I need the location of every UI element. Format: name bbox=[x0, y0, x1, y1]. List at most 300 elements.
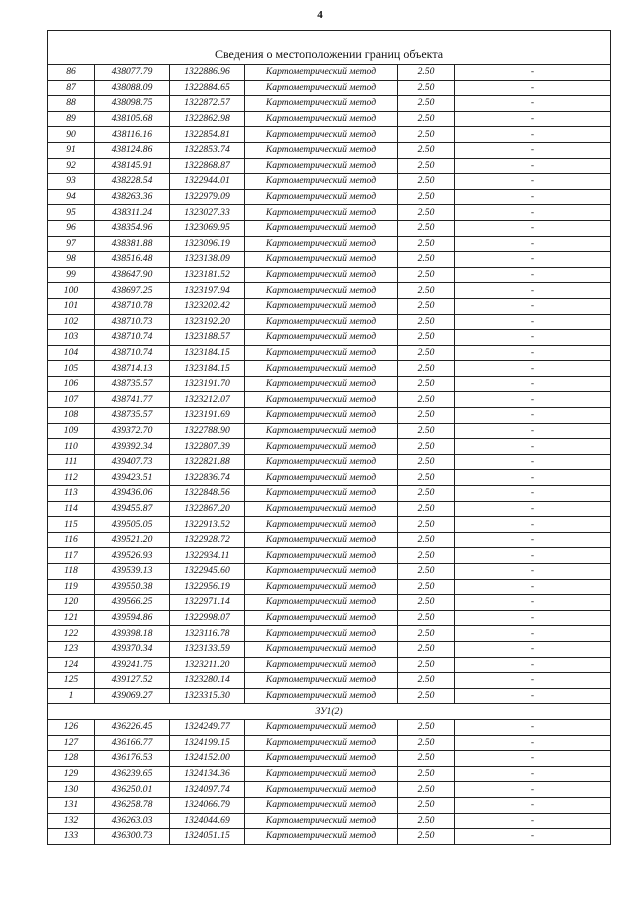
table-body bbox=[48, 31, 611, 845]
description-cell: - bbox=[455, 330, 611, 346]
description-cell: - bbox=[455, 174, 611, 190]
accuracy-cell: 2.50 bbox=[398, 782, 455, 798]
y-coordinate-cell: 1323188.57 bbox=[170, 330, 245, 346]
description-cell: - bbox=[455, 423, 611, 439]
table-row bbox=[48, 267, 611, 283]
accuracy-cell: 2.50 bbox=[398, 829, 455, 845]
y-coordinate-cell: 1323133.59 bbox=[170, 641, 245, 657]
table-row bbox=[48, 688, 611, 704]
accuracy-cell: 2.50 bbox=[398, 610, 455, 626]
method-cell: Картометрический метод bbox=[245, 766, 398, 782]
accuracy-cell: 2.50 bbox=[398, 283, 455, 299]
x-coordinate-cell: 436166.77 bbox=[95, 735, 170, 751]
table-row bbox=[48, 96, 611, 112]
x-coordinate-cell: 438710.73 bbox=[95, 314, 170, 330]
method-cell: Картометрический метод bbox=[245, 314, 398, 330]
point-number-cell: 89 bbox=[48, 111, 95, 127]
description-cell: - bbox=[455, 65, 611, 81]
y-coordinate-cell: 1322836.74 bbox=[170, 470, 245, 486]
point-number-cell: 110 bbox=[48, 439, 95, 455]
x-coordinate-cell: 438088.09 bbox=[95, 80, 170, 96]
description-cell: - bbox=[455, 501, 611, 517]
method-cell: Картометрический метод bbox=[245, 829, 398, 845]
point-number-cell: 94 bbox=[48, 189, 95, 205]
accuracy-cell: 2.50 bbox=[398, 267, 455, 283]
description-cell: - bbox=[455, 127, 611, 143]
description-cell: - bbox=[455, 641, 611, 657]
boundary-coordinates-table bbox=[47, 30, 611, 845]
y-coordinate-cell: 1322913.52 bbox=[170, 517, 245, 533]
table-row bbox=[48, 454, 611, 470]
point-number-cell: 128 bbox=[48, 751, 95, 767]
table-row bbox=[48, 189, 611, 205]
table-row bbox=[48, 80, 611, 96]
method-cell: Картометрический метод bbox=[245, 517, 398, 533]
point-number-cell: 108 bbox=[48, 408, 95, 424]
y-coordinate-cell: 1323184.15 bbox=[170, 361, 245, 377]
table-row bbox=[48, 517, 611, 533]
x-coordinate-cell: 436239.65 bbox=[95, 766, 170, 782]
accuracy-cell: 2.50 bbox=[398, 392, 455, 408]
x-coordinate-cell: 438381.88 bbox=[95, 236, 170, 252]
accuracy-cell: 2.50 bbox=[398, 766, 455, 782]
accuracy-cell: 2.50 bbox=[398, 80, 455, 96]
description-cell: - bbox=[455, 361, 611, 377]
method-cell: Картометрический метод bbox=[245, 127, 398, 143]
method-cell: Картометрический метод bbox=[245, 657, 398, 673]
section-label: ЗУ1(2) bbox=[48, 704, 611, 720]
point-number-cell: 104 bbox=[48, 345, 95, 361]
method-cell: Картометрический метод bbox=[245, 345, 398, 361]
x-coordinate-cell: 439392.34 bbox=[95, 439, 170, 455]
method-cell: Картометрический метод bbox=[245, 688, 398, 704]
description-cell: - bbox=[455, 189, 611, 205]
method-cell: Картометрический метод bbox=[245, 595, 398, 611]
table-title: Сведения о местоположении границ объекта bbox=[48, 31, 611, 65]
description-cell: - bbox=[455, 532, 611, 548]
method-cell: Картометрический метод bbox=[245, 174, 398, 190]
y-coordinate-cell: 1322854.81 bbox=[170, 127, 245, 143]
description-cell: - bbox=[455, 751, 611, 767]
x-coordinate-cell: 436250.01 bbox=[95, 782, 170, 798]
point-number-cell: 115 bbox=[48, 517, 95, 533]
table-row bbox=[48, 564, 611, 580]
x-coordinate-cell: 436176.53 bbox=[95, 751, 170, 767]
accuracy-cell: 2.50 bbox=[398, 220, 455, 236]
accuracy-cell: 2.50 bbox=[398, 454, 455, 470]
method-cell: Картометрический метод bbox=[245, 205, 398, 221]
method-cell: Картометрический метод bbox=[245, 330, 398, 346]
y-coordinate-cell: 1323096.19 bbox=[170, 236, 245, 252]
description-cell: - bbox=[455, 236, 611, 252]
y-coordinate-cell: 1322886.96 bbox=[170, 65, 245, 81]
y-coordinate-cell: 1322821.88 bbox=[170, 454, 245, 470]
description-cell: - bbox=[455, 719, 611, 735]
x-coordinate-cell: 439550.38 bbox=[95, 579, 170, 595]
point-number-cell: 118 bbox=[48, 564, 95, 580]
x-coordinate-cell: 439539.13 bbox=[95, 564, 170, 580]
description-cell: - bbox=[455, 626, 611, 642]
y-coordinate-cell: 1323280.14 bbox=[170, 673, 245, 689]
point-number-cell: 106 bbox=[48, 376, 95, 392]
x-coordinate-cell: 438077.79 bbox=[95, 65, 170, 81]
y-coordinate-cell: 1323138.09 bbox=[170, 252, 245, 268]
x-coordinate-cell: 438098.75 bbox=[95, 96, 170, 112]
x-coordinate-cell: 438647.90 bbox=[95, 267, 170, 283]
point-number-cell: 126 bbox=[48, 719, 95, 735]
point-number-cell: 109 bbox=[48, 423, 95, 439]
y-coordinate-cell: 1323191.70 bbox=[170, 376, 245, 392]
accuracy-cell: 2.50 bbox=[398, 579, 455, 595]
y-coordinate-cell: 1322945.60 bbox=[170, 564, 245, 580]
accuracy-cell: 2.50 bbox=[398, 298, 455, 314]
table-row bbox=[48, 236, 611, 252]
point-number-cell: 95 bbox=[48, 205, 95, 221]
accuracy-cell: 2.50 bbox=[398, 501, 455, 517]
accuracy-cell: 2.50 bbox=[398, 96, 455, 112]
x-coordinate-cell: 438741.77 bbox=[95, 392, 170, 408]
method-cell: Картометрический метод bbox=[245, 579, 398, 595]
method-cell: Картометрический метод bbox=[245, 797, 398, 813]
point-number-cell: 90 bbox=[48, 127, 95, 143]
y-coordinate-cell: 1323315.30 bbox=[170, 688, 245, 704]
method-cell: Картометрический метод bbox=[245, 486, 398, 502]
accuracy-cell: 2.50 bbox=[398, 314, 455, 330]
point-number-cell: 124 bbox=[48, 657, 95, 673]
table-row bbox=[48, 283, 611, 299]
method-cell: Картометрический метод bbox=[245, 80, 398, 96]
table-row bbox=[48, 735, 611, 751]
table-row bbox=[48, 298, 611, 314]
point-number-cell: 101 bbox=[48, 298, 95, 314]
y-coordinate-cell: 1323212.07 bbox=[170, 392, 245, 408]
description-cell: - bbox=[455, 298, 611, 314]
accuracy-cell: 2.50 bbox=[398, 688, 455, 704]
x-coordinate-cell: 438735.57 bbox=[95, 376, 170, 392]
x-coordinate-cell: 438710.74 bbox=[95, 330, 170, 346]
x-coordinate-cell: 439526.93 bbox=[95, 548, 170, 564]
accuracy-cell: 2.50 bbox=[398, 65, 455, 81]
method-cell: Картометрический метод bbox=[245, 626, 398, 642]
accuracy-cell: 2.50 bbox=[398, 111, 455, 127]
y-coordinate-cell: 1322788.90 bbox=[170, 423, 245, 439]
y-coordinate-cell: 1322944.01 bbox=[170, 174, 245, 190]
y-coordinate-cell: 1323202.42 bbox=[170, 298, 245, 314]
point-number-cell: 102 bbox=[48, 314, 95, 330]
method-cell: Картометрический метод bbox=[245, 751, 398, 767]
table-row bbox=[48, 751, 611, 767]
point-number-cell: 1 bbox=[48, 688, 95, 704]
description-cell: - bbox=[455, 439, 611, 455]
table-row bbox=[48, 423, 611, 439]
x-coordinate-cell: 439594.86 bbox=[95, 610, 170, 626]
description-cell: - bbox=[455, 205, 611, 221]
x-coordinate-cell: 438710.74 bbox=[95, 345, 170, 361]
table-row bbox=[48, 657, 611, 673]
point-number-cell: 92 bbox=[48, 158, 95, 174]
accuracy-cell: 2.50 bbox=[398, 735, 455, 751]
table-row bbox=[48, 345, 611, 361]
point-number-cell: 88 bbox=[48, 96, 95, 112]
table-row bbox=[48, 626, 611, 642]
table-row bbox=[48, 829, 611, 845]
x-coordinate-cell: 438105.68 bbox=[95, 111, 170, 127]
y-coordinate-cell: 1324199.15 bbox=[170, 735, 245, 751]
method-cell: Картометрический метод bbox=[245, 220, 398, 236]
table-row bbox=[48, 314, 611, 330]
accuracy-cell: 2.50 bbox=[398, 517, 455, 533]
x-coordinate-cell: 438516.48 bbox=[95, 252, 170, 268]
accuracy-cell: 2.50 bbox=[398, 595, 455, 611]
table-row bbox=[48, 252, 611, 268]
table-row bbox=[48, 782, 611, 798]
point-number-cell: 98 bbox=[48, 252, 95, 268]
x-coordinate-cell: 439566.25 bbox=[95, 595, 170, 611]
table-row bbox=[48, 532, 611, 548]
point-number-cell: 130 bbox=[48, 782, 95, 798]
table-row bbox=[48, 220, 611, 236]
table-row bbox=[48, 142, 611, 158]
x-coordinate-cell: 436226.45 bbox=[95, 719, 170, 735]
table-row bbox=[48, 205, 611, 221]
x-coordinate-cell: 438263.36 bbox=[95, 189, 170, 205]
y-coordinate-cell: 1324097.74 bbox=[170, 782, 245, 798]
accuracy-cell: 2.50 bbox=[398, 673, 455, 689]
method-cell: Картометрический метод bbox=[245, 252, 398, 268]
description-cell: - bbox=[455, 673, 611, 689]
table-row bbox=[48, 486, 611, 502]
table-row bbox=[48, 408, 611, 424]
section-header-row bbox=[48, 704, 611, 720]
y-coordinate-cell: 1323192.20 bbox=[170, 314, 245, 330]
x-coordinate-cell: 439069.27 bbox=[95, 688, 170, 704]
accuracy-cell: 2.50 bbox=[398, 532, 455, 548]
method-cell: Картометрический метод bbox=[245, 735, 398, 751]
x-coordinate-cell: 438697.25 bbox=[95, 283, 170, 299]
description-cell: - bbox=[455, 782, 611, 798]
method-cell: Картометрический метод bbox=[245, 564, 398, 580]
description-cell: - bbox=[455, 252, 611, 268]
method-cell: Картометрический метод bbox=[245, 158, 398, 174]
x-coordinate-cell: 439505.05 bbox=[95, 517, 170, 533]
method-cell: Картометрический метод bbox=[245, 782, 398, 798]
description-cell: - bbox=[455, 220, 611, 236]
table-row bbox=[48, 392, 611, 408]
table-row bbox=[48, 595, 611, 611]
y-coordinate-cell: 1322928.72 bbox=[170, 532, 245, 548]
description-cell: - bbox=[455, 283, 611, 299]
accuracy-cell: 2.50 bbox=[398, 127, 455, 143]
point-number-cell: 117 bbox=[48, 548, 95, 564]
table-row bbox=[48, 579, 611, 595]
y-coordinate-cell: 1323027.33 bbox=[170, 205, 245, 221]
point-number-cell: 87 bbox=[48, 80, 95, 96]
method-cell: Картометрический метод bbox=[245, 392, 398, 408]
point-number-cell: 86 bbox=[48, 65, 95, 81]
description-cell: - bbox=[455, 267, 611, 283]
point-number-cell: 113 bbox=[48, 486, 95, 502]
y-coordinate-cell: 1324134.36 bbox=[170, 766, 245, 782]
table-row bbox=[48, 719, 611, 735]
y-coordinate-cell: 1323116.78 bbox=[170, 626, 245, 642]
y-coordinate-cell: 1322979.09 bbox=[170, 189, 245, 205]
description-cell: - bbox=[455, 688, 611, 704]
accuracy-cell: 2.50 bbox=[398, 142, 455, 158]
point-number-cell: 131 bbox=[48, 797, 95, 813]
description-cell: - bbox=[455, 142, 611, 158]
point-number-cell: 100 bbox=[48, 283, 95, 299]
x-coordinate-cell: 439455.87 bbox=[95, 501, 170, 517]
y-coordinate-cell: 1324044.69 bbox=[170, 813, 245, 829]
point-number-cell: 99 bbox=[48, 267, 95, 283]
description-cell: - bbox=[455, 813, 611, 829]
y-coordinate-cell: 1323211.20 bbox=[170, 657, 245, 673]
method-cell: Картометрический метод bbox=[245, 641, 398, 657]
table-row bbox=[48, 361, 611, 377]
accuracy-cell: 2.50 bbox=[398, 205, 455, 221]
method-cell: Картометрический метод bbox=[245, 532, 398, 548]
method-cell: Картометрический метод bbox=[245, 439, 398, 455]
accuracy-cell: 2.50 bbox=[398, 189, 455, 205]
method-cell: Картометрический метод bbox=[245, 111, 398, 127]
point-number-cell: 93 bbox=[48, 174, 95, 190]
point-number-cell: 120 bbox=[48, 595, 95, 611]
description-cell: - bbox=[455, 314, 611, 330]
description-cell: - bbox=[455, 797, 611, 813]
description-cell: - bbox=[455, 345, 611, 361]
description-cell: - bbox=[455, 548, 611, 564]
point-number-cell: 91 bbox=[48, 142, 95, 158]
description-cell: - bbox=[455, 595, 611, 611]
x-coordinate-cell: 438710.78 bbox=[95, 298, 170, 314]
accuracy-cell: 2.50 bbox=[398, 548, 455, 564]
accuracy-cell: 2.50 bbox=[398, 797, 455, 813]
y-coordinate-cell: 1322853.74 bbox=[170, 142, 245, 158]
table-row bbox=[48, 673, 611, 689]
table-row bbox=[48, 65, 611, 81]
accuracy-cell: 2.50 bbox=[398, 423, 455, 439]
description-cell: - bbox=[455, 564, 611, 580]
description-cell: - bbox=[455, 766, 611, 782]
description-cell: - bbox=[455, 657, 611, 673]
y-coordinate-cell: 1322998.07 bbox=[170, 610, 245, 626]
method-cell: Картометрический метод bbox=[245, 65, 398, 81]
point-number-cell: 133 bbox=[48, 829, 95, 845]
method-cell: Картометрический метод bbox=[245, 423, 398, 439]
x-coordinate-cell: 439241.75 bbox=[95, 657, 170, 673]
method-cell: Картометрический метод bbox=[245, 236, 398, 252]
description-cell: - bbox=[455, 111, 611, 127]
accuracy-cell: 2.50 bbox=[398, 174, 455, 190]
point-number-cell: 116 bbox=[48, 532, 95, 548]
accuracy-cell: 2.50 bbox=[398, 751, 455, 767]
x-coordinate-cell: 439398.18 bbox=[95, 626, 170, 642]
accuracy-cell: 2.50 bbox=[398, 236, 455, 252]
description-cell: - bbox=[455, 735, 611, 751]
y-coordinate-cell: 1322867.20 bbox=[170, 501, 245, 517]
point-number-cell: 105 bbox=[48, 361, 95, 377]
table-row bbox=[48, 766, 611, 782]
x-coordinate-cell: 438124.86 bbox=[95, 142, 170, 158]
x-coordinate-cell: 438714.13 bbox=[95, 361, 170, 377]
description-cell: - bbox=[455, 579, 611, 595]
table-row bbox=[48, 127, 611, 143]
y-coordinate-cell: 1322971.14 bbox=[170, 595, 245, 611]
point-number-cell: 122 bbox=[48, 626, 95, 642]
accuracy-cell: 2.50 bbox=[398, 813, 455, 829]
y-coordinate-cell: 1322884.65 bbox=[170, 80, 245, 96]
description-cell: - bbox=[455, 486, 611, 502]
y-coordinate-cell: 1323069.95 bbox=[170, 220, 245, 236]
table-row bbox=[48, 174, 611, 190]
method-cell: Картометрический метод bbox=[245, 673, 398, 689]
method-cell: Картометрический метод bbox=[245, 408, 398, 424]
accuracy-cell: 2.50 bbox=[398, 719, 455, 735]
y-coordinate-cell: 1323191.69 bbox=[170, 408, 245, 424]
y-coordinate-cell: 1322807.39 bbox=[170, 439, 245, 455]
x-coordinate-cell: 439370.34 bbox=[95, 641, 170, 657]
point-number-cell: 114 bbox=[48, 501, 95, 517]
table-row bbox=[48, 330, 611, 346]
point-number-cell: 123 bbox=[48, 641, 95, 657]
accuracy-cell: 2.50 bbox=[398, 486, 455, 502]
method-cell: Картометрический метод bbox=[245, 189, 398, 205]
y-coordinate-cell: 1323181.52 bbox=[170, 267, 245, 283]
x-coordinate-cell: 436263.03 bbox=[95, 813, 170, 829]
table-row bbox=[48, 158, 611, 174]
accuracy-cell: 2.50 bbox=[398, 470, 455, 486]
method-cell: Картометрический метод bbox=[245, 283, 398, 299]
x-coordinate-cell: 438228.54 bbox=[95, 174, 170, 190]
table-row bbox=[48, 470, 611, 486]
accuracy-cell: 2.50 bbox=[398, 408, 455, 424]
accuracy-cell: 2.50 bbox=[398, 330, 455, 346]
point-number-cell: 103 bbox=[48, 330, 95, 346]
description-cell: - bbox=[455, 96, 611, 112]
description-cell: - bbox=[455, 408, 611, 424]
point-number-cell: 119 bbox=[48, 579, 95, 595]
y-coordinate-cell: 1324249.77 bbox=[170, 719, 245, 735]
method-cell: Картометрический метод bbox=[245, 719, 398, 735]
accuracy-cell: 2.50 bbox=[398, 361, 455, 377]
description-cell: - bbox=[455, 517, 611, 533]
method-cell: Картометрический метод bbox=[245, 376, 398, 392]
x-coordinate-cell: 438145.91 bbox=[95, 158, 170, 174]
point-number-cell: 127 bbox=[48, 735, 95, 751]
table-row bbox=[48, 797, 611, 813]
y-coordinate-cell: 1322868.87 bbox=[170, 158, 245, 174]
y-coordinate-cell: 1323184.15 bbox=[170, 345, 245, 361]
y-coordinate-cell: 1324066.79 bbox=[170, 797, 245, 813]
x-coordinate-cell: 438311.24 bbox=[95, 205, 170, 221]
method-cell: Картометрический метод bbox=[245, 96, 398, 112]
point-number-cell: 121 bbox=[48, 610, 95, 626]
table-row bbox=[48, 610, 611, 626]
description-cell: - bbox=[455, 454, 611, 470]
method-cell: Картометрический метод bbox=[245, 361, 398, 377]
method-cell: Картометрический метод bbox=[245, 813, 398, 829]
point-number-cell: 111 bbox=[48, 454, 95, 470]
accuracy-cell: 2.50 bbox=[398, 252, 455, 268]
description-cell: - bbox=[455, 376, 611, 392]
method-cell: Картометрический метод bbox=[245, 501, 398, 517]
table-row bbox=[48, 376, 611, 392]
page-number: 4 bbox=[317, 9, 323, 21]
accuracy-cell: 2.50 bbox=[398, 657, 455, 673]
method-cell: Картометрический метод bbox=[245, 454, 398, 470]
x-coordinate-cell: 439521.20 bbox=[95, 532, 170, 548]
y-coordinate-cell: 1322862.98 bbox=[170, 111, 245, 127]
